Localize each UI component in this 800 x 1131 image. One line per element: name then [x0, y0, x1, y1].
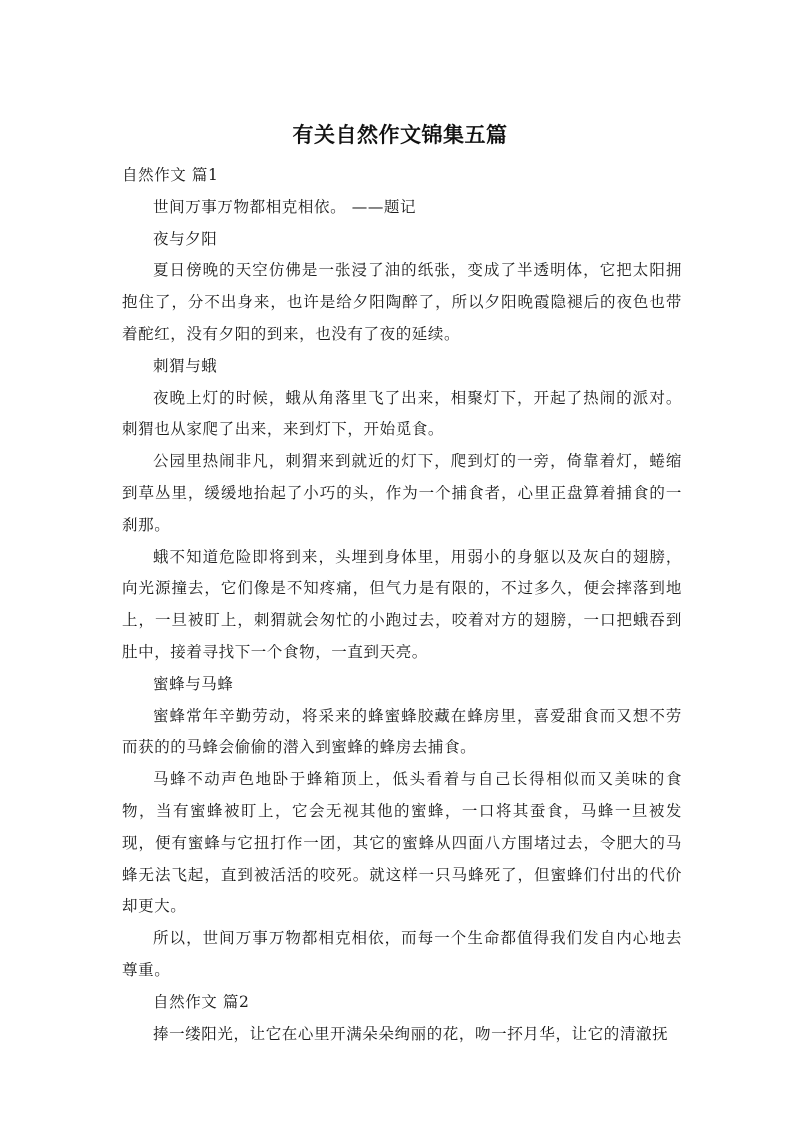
subheading: 夜与夕阳	[153, 229, 218, 248]
document-title: 有关自然作文锦集五篇	[292, 123, 508, 147]
subheading: 蜜蜂与马蜂	[153, 674, 234, 693]
document-body	[122, 160, 682, 1050]
paragraph: 蜜蜂常年辛勤劳动，将采来的蜂蜜蜂胶藏在蜂房里，喜爱甜食而又想不劳而获的的马蜂会偷偷的潜入到蜜蜂的蜂房去捕食。	[122, 706, 682, 757]
paragraph: 公园里热闹非凡，刺猬来到就近的灯下，爬到灯的一旁，倚靠着灯，蜷缩到草丛里，缓缓地抬起了小巧的头，作为一个捕食者，心里正盘算着捕食的一刹那。	[122, 452, 682, 534]
paragraph: 所以，世间万事万物都相克相依，而每一个生命都值得我们发自内心地去尊重。	[122, 929, 682, 979]
paragraph: 马蜂不动声色地卧于蜂箱顶上，低头看着与自己长得相似而又美味的食物，当有蜜蜂被盯上，它会无视其他的蜜蜂，一口将其蚕食，马蜂一旦被发现，便有蜜蜂与它扭打作一团，其它的蜜蜂从四面八方围堵过去，令肥大的马蜂无法飞起，直到被活活的咬死。就这样一只马蜂死了，但蜜蜂们付出的代价却更大。	[122, 770, 682, 916]
subheading: 刺猬与蛾	[153, 356, 218, 375]
section-heading: 自然作文 篇1	[122, 166, 219, 184]
section-heading: 自然作文 篇2	[153, 992, 250, 1011]
paragraph: 蛾不知道危险即将到来，头埋到身体里，用弱小的身躯以及灰白的翅膀，向光源撞去，它们像是不知疼痛，但气力是有限的，不过多久，便会摔落到地上，一旦被盯上，刺猬就会匆忙的小跑过去，咬着对方的翅膀，一口把蛾吞到肚中，接着寻找下一个食物，一直到天亮。	[122, 547, 682, 661]
paragraph: 夜晚上灯的时候，蛾从角落里飞了出来，相聚灯下，开起了热闹的派对。刺猬也从家爬了出来，来到灯下，开始觅食。	[122, 388, 682, 439]
paragraph: 夏日傍晚的天空仿佛是一张浸了油的纸张，变成了半透明体，它把太阳拥抱住了，分不出身来，也许是给夕阳陶醉了，所以夕阳晚霞隐褪后的夜色也带着酡红，没有夕阳的到来，也没有了夜的延续。	[122, 261, 682, 343]
paragraph: 捧一缕阳光，让它在心里开满朵朵绚丽的花，吻一抔月华，让它的清澈抚	[153, 1024, 669, 1043]
epigraph: 世间万事万物都相克相依。 ——题记	[153, 197, 417, 216]
